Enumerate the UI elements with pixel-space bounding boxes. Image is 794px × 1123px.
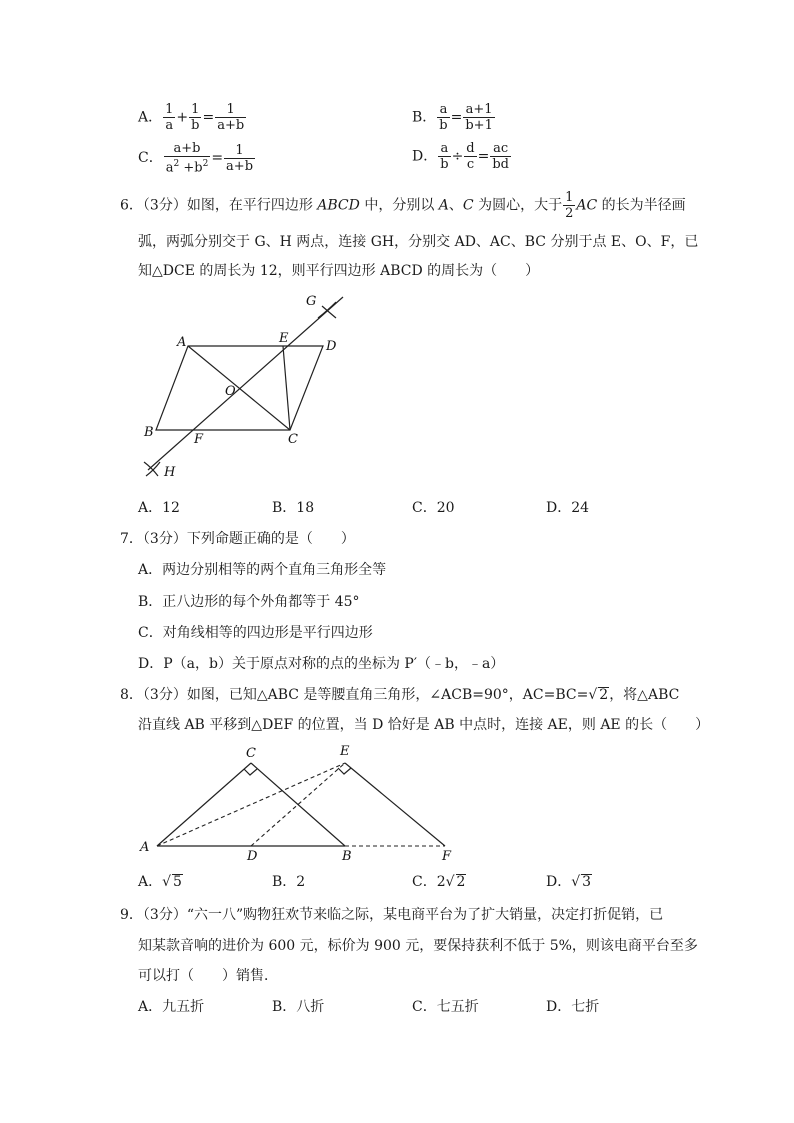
q8-option-c (412, 873, 466, 891)
numerator: a (437, 102, 449, 118)
segment-ec (283, 346, 290, 430)
plus-b: +b (179, 160, 203, 176)
segment-ae-dashed (157, 763, 345, 846)
radicand: 3 (582, 874, 592, 890)
sqrt-sign: √ (588, 687, 598, 703)
base-a: a (165, 160, 174, 176)
label-e: E (340, 744, 350, 759)
text: 8．（3分）如图，已知△ABC 是等腰直角三角形，∠ACB=90°，AC=BC= (120, 687, 589, 703)
q7-stem: 7．（3分）下列命题正确的是（ ） (120, 531, 355, 547)
denominator: a+b (226, 158, 254, 174)
line-gh (148, 297, 343, 470)
q9-option-d: D．七折 (546, 999, 600, 1015)
label-d: D (247, 849, 258, 864)
text: C (462, 197, 474, 214)
text: 为圆心，大于 (473, 197, 563, 214)
numerator: 1 (189, 102, 201, 118)
q7-option-d: D．P（a，b）关于原点对称的点的坐标为 P′（﹣b，﹣a） (138, 656, 505, 672)
label-f: F (194, 432, 204, 447)
q6-option-a: A．12 (138, 500, 180, 516)
right-angle-e (338, 768, 351, 774)
equals-sign: = (202, 109, 215, 126)
option-letter: B． (412, 109, 437, 126)
numerator: ac (490, 141, 511, 157)
q9-stem-line2: 知某款音响的进价为 600 元，标价为 900 元，要保持获利不低于 5%，则该电商平台至多 (138, 938, 698, 954)
denominator: a (165, 118, 174, 133)
numerator: 1 (215, 102, 246, 118)
q6-option-c: C．20 (412, 500, 455, 516)
arc-mark-g2 (322, 306, 336, 318)
right-angle-c (244, 769, 257, 775)
q7-option-b: B．正八边形的每个外角都等于 45° (138, 594, 360, 610)
text: 中，分别以 (359, 197, 439, 214)
equals-sign: = (450, 109, 463, 126)
numerator: 1 (165, 102, 174, 117)
q6-stem-line2: 弧，两弧分别交于 G、H 两点，连接 GH，分别交 AD、AC、BC 分别于点 E、O、F，已 (138, 234, 699, 250)
numerator: 1 (224, 143, 255, 159)
text: 的长为半径画 (597, 197, 686, 214)
numerator: d (466, 141, 475, 156)
radicand: 2 (599, 687, 609, 703)
equals-sign: = (211, 150, 224, 167)
q8-option-d (546, 873, 592, 891)
label-a: A (177, 335, 187, 350)
radicand: 2 (456, 874, 466, 890)
label-f: F (442, 849, 452, 864)
option-letter: C．2 (412, 874, 446, 890)
label-c: C (246, 746, 256, 761)
q7-option-a: A．两边分别相等的两个直角三角形全等 (138, 562, 387, 578)
plus-sign: + (176, 109, 189, 126)
text: A (438, 197, 449, 214)
q7-option-c: C．对角线相等的四边形是平行四边形 (138, 625, 373, 641)
exponent: 2 (202, 159, 209, 169)
option-letter: A． (138, 874, 163, 890)
label-e: E (279, 331, 289, 346)
q8-stem-line2: 沿直线 AB 平移到△DEF 的位置，当 D 恰好是 AB 中点时，连接 AE，则 AE 的长（ ） (138, 717, 710, 733)
label-b: B (144, 425, 154, 440)
option-letter: A． (138, 109, 163, 126)
label-o: O (225, 384, 236, 399)
denominator: bd (492, 157, 510, 172)
q6-stem-line3: 知△DCE 的周长为 12，则平行四边形 ABCD 的周长为（ ） (138, 263, 540, 279)
exponent: 2 (173, 159, 180, 169)
q6-option-d: D．24 (546, 500, 590, 516)
text: AC (576, 197, 598, 214)
diagonal-ac (188, 346, 290, 430)
q9-option-c: C．七五折 (412, 999, 479, 1015)
arc-mark-h2 (146, 462, 160, 476)
numerator: a+b (164, 141, 211, 157)
q9-option-b: B．八折 (272, 999, 325, 1015)
denominator: b (439, 118, 448, 133)
sqrt-sign: √ (571, 874, 581, 890)
q9-stem-line1: 9．（3分）“六一八”购物狂欢节来临之际，某电商平台为了扩大销量，决定打折促销，已 (120, 907, 664, 923)
q8-option-a (138, 873, 183, 891)
side-ef (345, 763, 445, 846)
sqrt-sign: √ (162, 874, 172, 890)
denominator: a+b (217, 118, 245, 133)
denominator: b (191, 118, 200, 133)
numerator: 1 (565, 190, 574, 205)
divide-sign: ÷ (451, 148, 464, 165)
q8-stem-line1 (120, 686, 679, 704)
numerator: a+1 (463, 102, 495, 118)
q9-option-a: A．九五折 (138, 999, 205, 1015)
denominator: b+1 (465, 118, 493, 133)
denominator: 2 (565, 206, 574, 221)
q6-option-b: B．18 (272, 500, 315, 516)
arc-mark-h1 (144, 462, 158, 476)
label-g: G (306, 294, 317, 309)
radicand: 5 (173, 874, 182, 890)
text: 、 (448, 197, 463, 214)
q8-option-b: B．2 (272, 874, 306, 890)
denominator: b (440, 157, 449, 172)
equals-sign: = (477, 148, 490, 165)
option-letter: C． (138, 150, 163, 167)
option-letter: D． (546, 874, 572, 890)
side-ac (157, 763, 251, 846)
option-letter: D． (412, 148, 438, 165)
label-a: A (140, 840, 150, 855)
label-c: C (288, 432, 298, 447)
label-b: B (342, 849, 352, 864)
text: ，将△ABC (609, 687, 680, 703)
sqrt-sign: √ (445, 874, 455, 890)
text: ABCD (317, 197, 360, 214)
label-h: H (164, 465, 176, 480)
denominator: c (466, 157, 475, 172)
label-d: D (326, 339, 337, 354)
numerator: a (438, 141, 450, 157)
q9-stem-line3: 可以打（ ）销售． (138, 968, 278, 984)
text: 6．（3分）如图，在平行四边形 (120, 197, 318, 214)
